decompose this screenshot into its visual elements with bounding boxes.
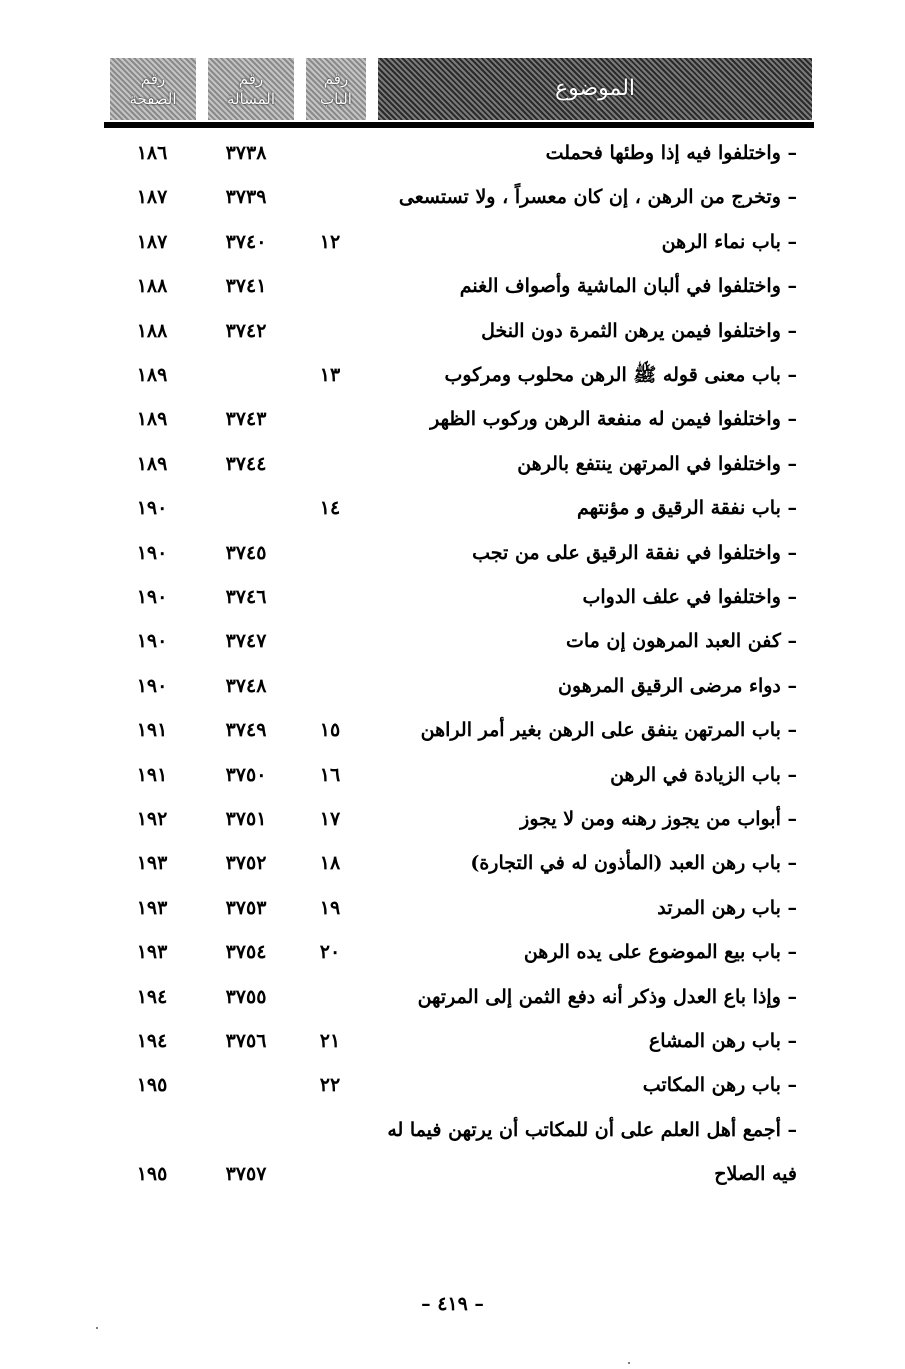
- page-number-cell: ١٩٤: [136, 985, 168, 1008]
- page-number-cell: ١٨٩: [136, 364, 168, 386]
- page-number-cell: ١٨٧: [136, 186, 168, 209]
- entry-title: – باب بيع الموضوع على يده الرهن: [523, 941, 797, 964]
- entry-title: – باب رهن العبد (المأذون له في التجارة): [470, 852, 797, 875]
- entry-title: – واختلفوا في نفقة الرقيق على من تجب: [472, 541, 797, 564]
- chapter-number: ١٣: [319, 364, 341, 386]
- table-row: [0, 842, 905, 886]
- chapter-number: ٢١: [319, 1030, 341, 1052]
- page-number-cell: ١٨٦: [136, 142, 168, 164]
- chapter-number: ١٨: [319, 852, 341, 875]
- table-row: [0, 709, 905, 753]
- issue-number: ٣٧٤١: [225, 275, 267, 298]
- chapter-number: ١٤: [319, 497, 341, 520]
- chapter-number: ١٦: [319, 763, 341, 786]
- entry-title: – وإذا باع العدل وذكر أنه دفع الثمن إلى المرتهن: [417, 985, 797, 1008]
- table-row: [0, 976, 905, 1020]
- entry-title: – واختلفوا في ألبان الماشية وأصواف الغنم: [459, 275, 797, 298]
- page-number-cell: ١٨٨: [136, 319, 168, 342]
- entry-title: فيه الصلاح: [714, 1163, 797, 1186]
- header-page-number: [110, 58, 196, 120]
- issue-number: ٣٧٤٤: [225, 452, 267, 475]
- issue-number: ٣٧٤٦: [225, 586, 267, 608]
- page-number-cell: ١٩٠: [136, 497, 168, 520]
- header-chapter-line2: الباب: [320, 90, 352, 108]
- page-number-cell: ١٩٣: [136, 941, 168, 964]
- issue-number: ٣٧٤٥: [225, 541, 267, 564]
- page-number-cell: ١٩٣: [136, 896, 168, 919]
- table-row: [0, 665, 905, 709]
- entry-title: – باب رهن المرتد: [657, 896, 797, 919]
- header-rule: [104, 122, 814, 128]
- entry-title: – واختلفوا فيمن له منفعة الرهن وركوب الظهر: [430, 408, 797, 431]
- table-row: [0, 132, 905, 176]
- issue-number: ٣٧٤٧: [225, 630, 267, 653]
- entry-title: – واختلفوا في المرتهن ينتفع بالرهن: [517, 452, 797, 475]
- table-row: [0, 487, 905, 531]
- page-number-cell: ١٩٥: [136, 1074, 168, 1097]
- page-number: – ٤١٩ –: [421, 1293, 484, 1315]
- entry-title: – باب رهن المكاتب: [642, 1074, 797, 1097]
- table-row: [0, 1153, 905, 1197]
- table-row: [0, 576, 905, 620]
- page-number-cell: ١٨٨: [136, 275, 168, 298]
- page-number-cell: ١٩٥: [136, 1163, 168, 1186]
- table-row: [0, 1109, 905, 1153]
- table-row: [0, 798, 905, 842]
- issue-number: ٣٧٥١: [225, 808, 267, 830]
- table-row: [0, 354, 905, 398]
- issue-number: ٣٧٥٤: [225, 941, 267, 964]
- entry-title: – دواء مرضى الرقيق المرهون: [558, 674, 797, 697]
- page-number-cell: ١٩١: [136, 719, 168, 742]
- page-number-cell: ١٩٤: [136, 1030, 168, 1052]
- issue-number: ٣٧٥٢: [225, 852, 267, 875]
- table-row: [0, 887, 905, 931]
- table-row: [0, 931, 905, 975]
- entry-title: – باب المرتهن ينفق على الرهن بغير أمر الراهن: [420, 719, 797, 742]
- entry-title: – أجمع أهل العلم على أن للمكاتب أن يرتهن فيما له: [387, 1118, 797, 1141]
- table-row: [0, 398, 905, 442]
- header-chapter-line1: رقم: [323, 70, 349, 88]
- scan-speck: [96, 1327, 98, 1329]
- entry-title: – باب نفقة الرقيق و مؤنتهم: [576, 497, 797, 520]
- header-issue-line1: رقم: [238, 70, 264, 88]
- issue-number: ٣٧٣٩: [225, 186, 267, 209]
- table-row: [0, 1064, 905, 1108]
- table-header: [110, 58, 812, 120]
- entry-title: – باب الزيادة في الرهن: [610, 763, 797, 786]
- issue-number: ٣٧٤٠: [225, 230, 267, 253]
- entry-title: – وتخرج من الرهن ، إن كان معسراً ، ولا تستسعى: [398, 186, 797, 209]
- issue-number: ٣٧٥٠: [225, 763, 267, 786]
- table-row: [0, 443, 905, 487]
- header-issue-number: [208, 58, 294, 120]
- page-number-cell: ١٩٠: [136, 541, 168, 564]
- issue-number: ٣٧٤٨: [225, 674, 267, 697]
- page-number-cell: ١٨٩: [136, 452, 168, 475]
- header-page-line2: الصفحة: [129, 90, 177, 108]
- page-number-cell: ١٨٩: [136, 408, 168, 431]
- entry-title: – باب نماء الرهن: [661, 230, 797, 253]
- header-subject-label: الموضوع: [554, 76, 636, 101]
- header-page-line1: رقم: [140, 70, 166, 88]
- chapter-number: ٢٠: [319, 941, 341, 964]
- table-row: [0, 176, 905, 220]
- entry-title: – أبواب من يجوز رهنه ومن لا يجوز: [520, 808, 797, 830]
- issue-number: ٣٧٥٥: [225, 985, 267, 1008]
- table-row: [0, 754, 905, 798]
- issue-number: ٣٧٤٣: [225, 408, 267, 431]
- issue-number: ٣٧٥٦: [225, 1030, 267, 1052]
- header-chapter-number: [306, 58, 366, 120]
- entry-title: – واختلفوا فيه إذا وطئها فحملت: [545, 142, 797, 164]
- chapter-number: ١٧: [319, 808, 341, 830]
- issue-number: ٣٧٤٢: [225, 319, 267, 342]
- table-row: [0, 532, 905, 576]
- entry-title: – باب معنى قوله ﷺ الرهن محلوب ومركوب: [444, 364, 797, 386]
- chapter-number: ١٥: [319, 719, 341, 742]
- header-issue-line2: المسألة: [227, 90, 275, 108]
- entry-title: – واختلفوا في علف الدواب: [582, 586, 797, 608]
- page-number-cell: ١٨٧: [136, 230, 168, 253]
- header-subject: [378, 58, 812, 120]
- table-row: [0, 310, 905, 354]
- page-number-cell: ١٩٢: [136, 808, 168, 830]
- issue-number: ٣٧٣٨: [225, 142, 267, 164]
- page-number-cell: ١٩٣: [136, 852, 168, 875]
- page-number-cell: ١٩١: [136, 763, 168, 786]
- table-row: [0, 620, 905, 664]
- chapter-number: ١٩: [319, 896, 341, 919]
- chapter-number: ٢٢: [319, 1074, 341, 1097]
- page-number-cell: ١٩٠: [136, 674, 168, 697]
- page-number-cell: ١٩٠: [136, 630, 168, 653]
- table-row: [0, 1020, 905, 1064]
- scan-speck: [628, 1362, 630, 1364]
- entry-title: – واختلفوا فيمن يرهن الثمرة دون النخل: [481, 319, 797, 342]
- issue-number: ٣٧٥٧: [225, 1163, 267, 1186]
- issue-number: ٣٧٤٩: [225, 719, 267, 742]
- chapter-number: ١٢: [319, 230, 341, 253]
- entry-title: – كفن العبد المرهون إن مات: [565, 630, 797, 653]
- table-row: [0, 265, 905, 309]
- issue-number: ٣٧٥٣: [225, 896, 267, 919]
- entry-title: – باب رهن المشاع: [648, 1030, 797, 1052]
- table-row: [0, 221, 905, 265]
- page-number-cell: ١٩٠: [136, 586, 168, 608]
